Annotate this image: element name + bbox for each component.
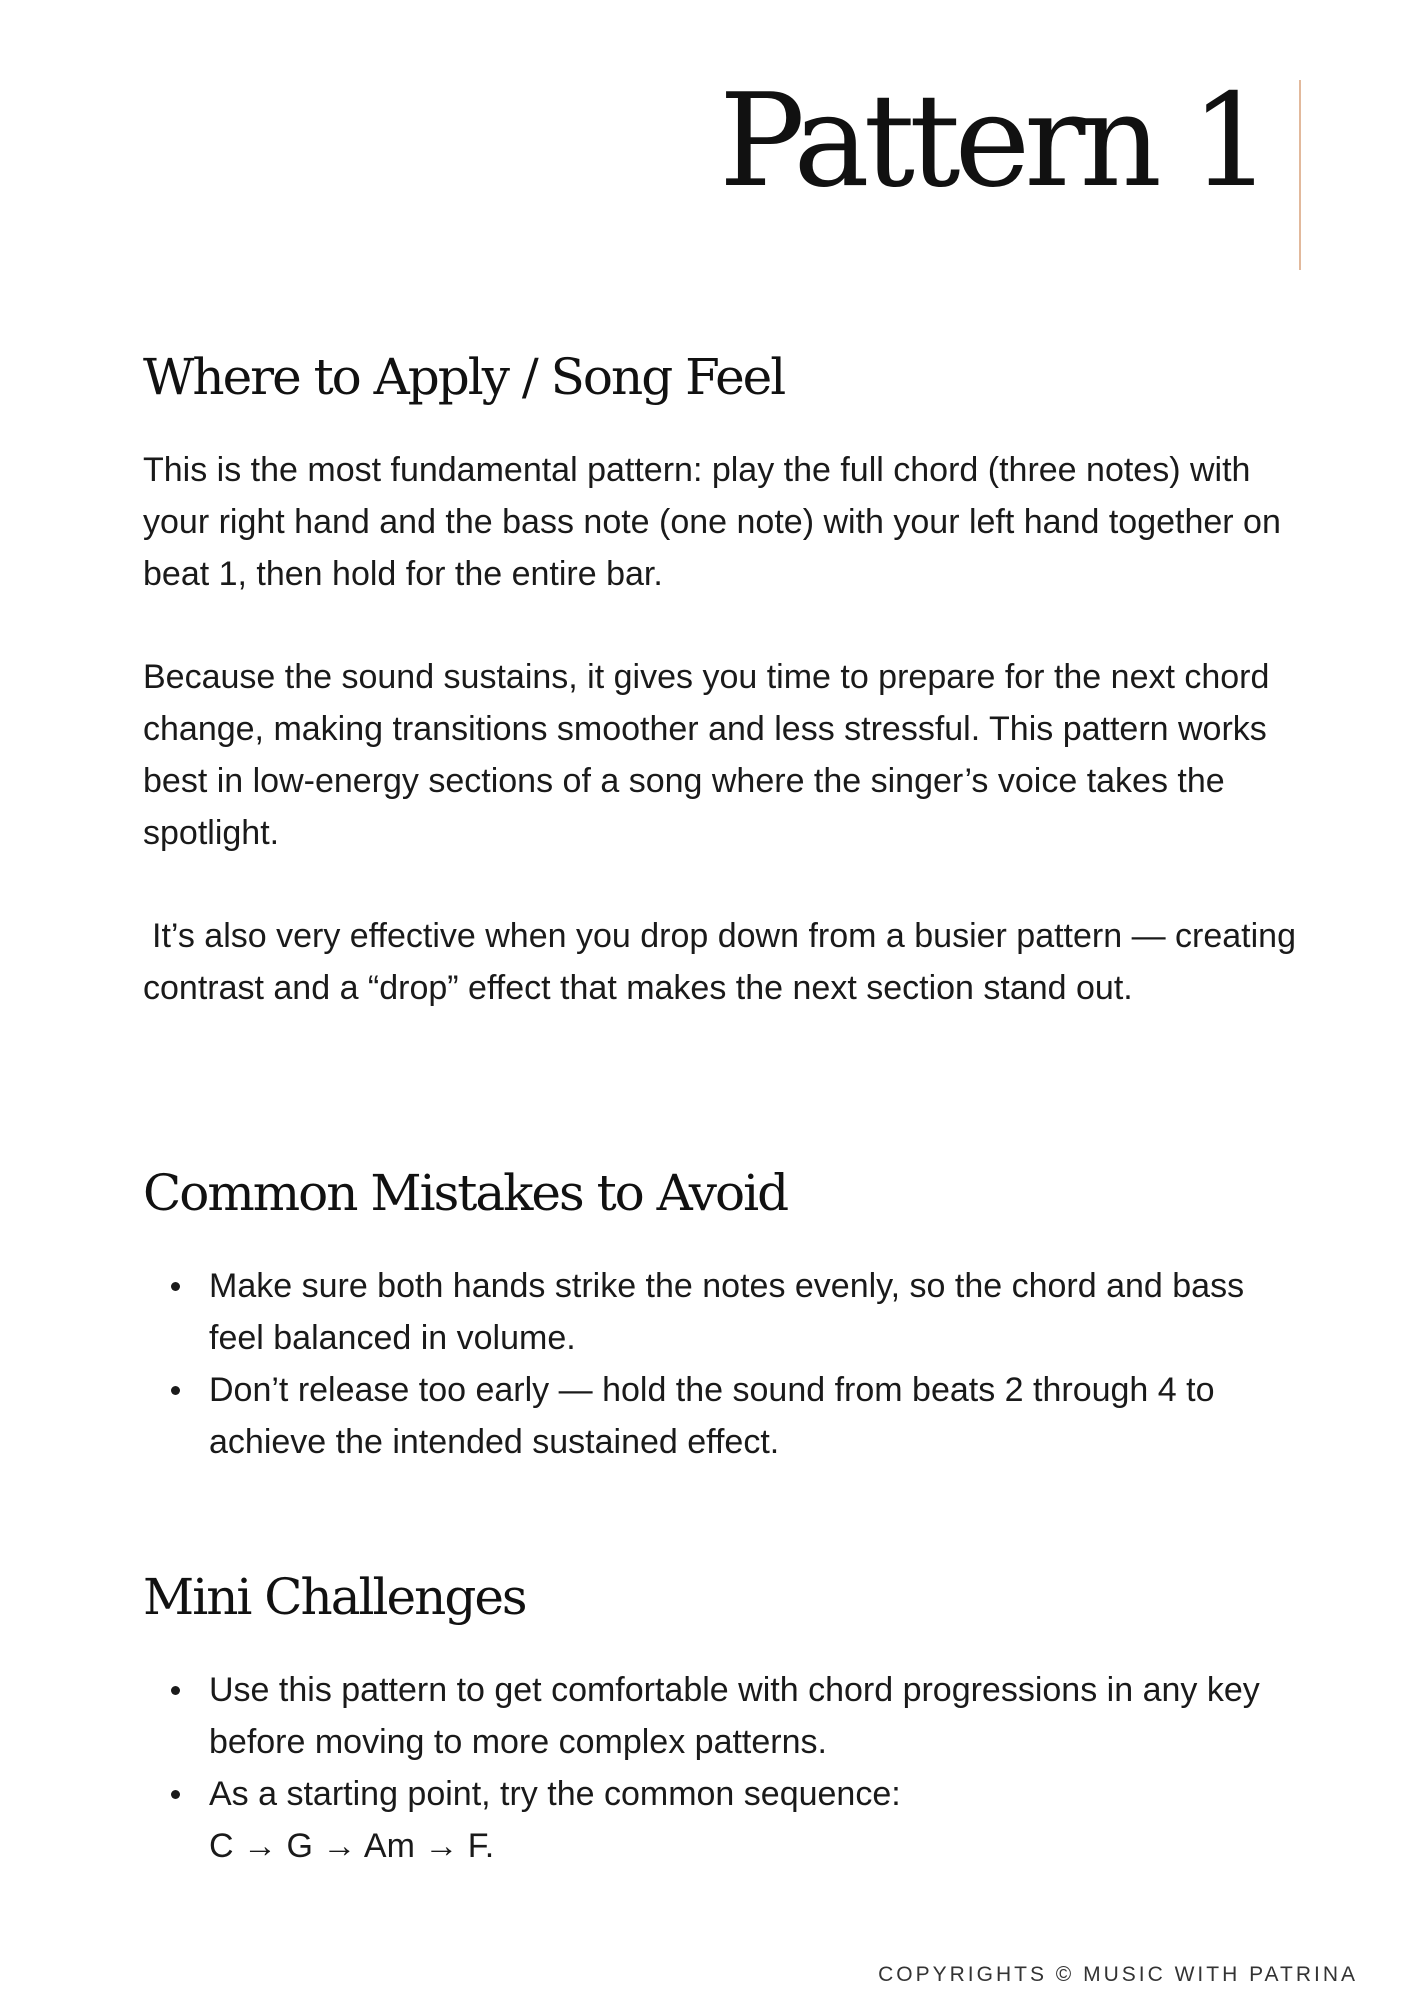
section-heading-apply: Where to Apply / Song Feel [143,348,785,406]
list-item: Make sure both hands strike the notes evenly, so the chord and bass feel balanced in volume. [143,1260,1303,1364]
list-item: Don’t release too early — hold the sound from beats 2 through 4 to achieve the intended sustained effect. [143,1364,1303,1468]
page-title: Pattern 1 [718,67,1266,216]
mistakes-list [143,1260,1303,1468]
title-accent-rule [1299,80,1301,270]
list-item: Use this pattern to get comfortable with chord progressions in any key before moving to more complex patterns. [143,1664,1303,1768]
list-item: As a starting point, try the common sequence: C → G → Am → F. [143,1768,1303,1872]
apply-paragraph-2: Because the sound sustains, it gives you time to prepare for the next chord change, making transitions smoother and less stressful. This pattern works best in low-energy sections of a song where the singer’s voice takes the spotlight. [143,658,1270,852]
section-heading-challenges: Mini Challenges [143,1568,526,1626]
footer-copyright: COPYRIGHTS © MUSIC WITH PATRINA [878,1963,1358,1986]
section-heading-mistakes: Common Mistakes to Avoid [143,1164,788,1222]
challenges-list [143,1664,1303,1872]
apply-paragraph-1: This is the most fundamental pattern: play the full chord (three notes) with your right hand and the bass note (one note) with your left hand together on beat 1, then hold for the entire bar. [143,451,1281,593]
apply-paragraph-3: It’s also very effective when you drop down from a busier pattern — creating contrast and a “drop” effect that makes the next section stand out. [143,917,1296,1007]
